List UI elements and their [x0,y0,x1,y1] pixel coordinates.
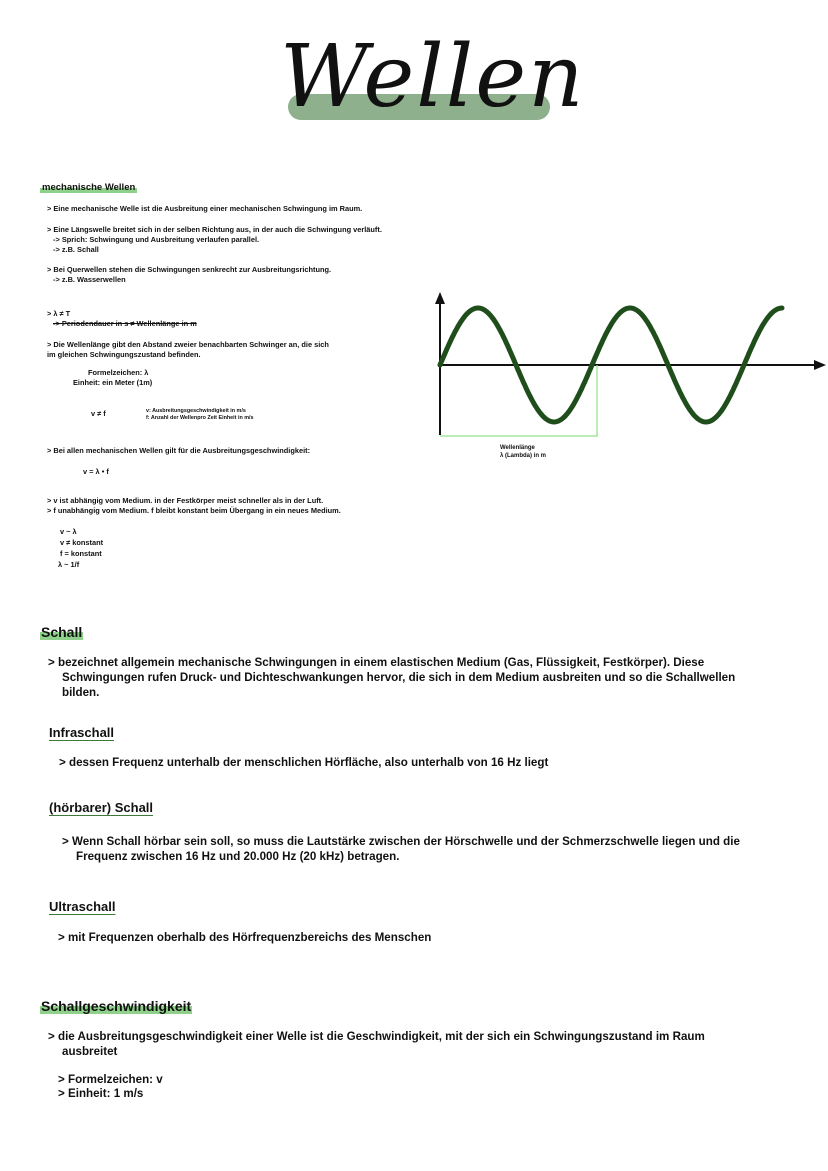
text-line: im gleichen Schwingungszustand befinden. [47,350,201,359]
formula-v-f: v ≠ f [91,409,106,418]
text-line: -> Sprich: Schwingung und Ausbreitung verlaufen parallel. [53,235,260,244]
text-line: Einheit: ein Meter (1m) [73,378,153,387]
text-line: > Eine mechanische Welle ist die Ausbreitung einer mechanischen Schwingung im Raum. [47,204,363,213]
title-block [280,22,586,132]
subheading-hoerbarer-schall: (hörbarer) Schall [49,800,154,815]
text-line: ausbreitet [62,1045,118,1058]
text-line: > f unabhängig vom Medium. f bleibt konstant beim Übergang in ein neues Medium. [47,506,341,515]
text-line: f: Anzahl der Wellenpro Zeit Einheit in m/s [146,415,254,421]
text-line: > Die Wellenlänge gibt den Abstand zweier benachbarten Schwinger an, die sich [47,340,329,349]
page-title: Wellen [280,27,586,127]
subheading-ultraschall: Ultraschall [49,899,116,914]
text-line: Frequenz zwischen 16 Hz und 20.000 Hz (20 kHz) betragen. [76,850,400,863]
text-line: -> z.B. Schall [53,245,99,254]
wave-diagram [432,290,828,440]
relation-line: v ~ λ [60,527,77,536]
text-line: > Eine Längswelle breitet sich in der selben Richtung aus, in der auch die Schwingung verläuft. [47,225,382,234]
text-line: > Bei Querwellen stehen die Schwingungen senkrecht zur Ausbreitungsrichtung. [47,265,332,274]
text-line: > λ ≠ T [47,309,71,318]
text-line: > dessen Frequenz unterhalb der menschlichen Hörfläche, also unterhalb von 16 Hz liegt [59,756,549,769]
relation-line: λ ~ 1/f [58,560,80,569]
text-line: > bezeichnet allgemein mechanische Schwingungen in einem elastischen Medium (Gas, Flüssigkeit, Festkörper). Diese [48,656,705,669]
text-line: > mit Frequenzen oberhalb des Hörfrequenzbereichs des Menschen [58,931,432,944]
text-line: Schwingungen rufen Druck- und Dichteschwankungen hervor, die sich in dem Medium ausbreiten und so die Schallwellen [62,671,736,684]
text-line: Formelzeichen: λ [88,368,149,377]
text-line: bilden. [62,686,100,699]
text-line: > Wenn Schall hörbar sein soll, so muss die Lautstärke zwischen der Hörschwelle und der Schmerzschwelle liegen und die [62,835,740,848]
text-line: -> Periodendauer in s ≠ Wellenlänge in m [53,319,197,328]
text-line: v: Ausbreitungsgeschwindigkeit in m/s [146,408,246,414]
text-line: > Einheit: 1 m/s [58,1087,144,1100]
section-heading-mechanische-wellen: mechanische Wellen [42,182,136,193]
diagram-caption: Wellenlänge [500,445,535,451]
subheading-infraschall: Infraschall [49,725,115,740]
text-line: > Bei allen mechanischen Wellen gilt für die Ausbreitungsgeschwindigkeit: [47,446,311,455]
x-axis-arrow-icon [814,360,826,370]
text-line: -> z.B. Wasserwellen [53,275,126,284]
diagram-caption: λ (Lambda) in m [500,453,547,459]
relation-line: v ≠ konstant [60,538,104,547]
y-axis-arrow-icon [435,292,445,304]
relation-line: f = konstant [60,549,102,558]
formula-main: v = λ • f [83,467,109,476]
section-heading-schallgeschwindigkeit: Schallgeschwindigkeit [41,998,192,1014]
section-heading-schall: Schall [41,624,83,640]
text-line: > die Ausbreitungsgeschwindigkeit einer Welle ist die Geschwindigkeit, mit der sich ein Schwingungszustand im Raum [48,1030,705,1043]
text-line: > Formelzeichen: v [58,1073,163,1086]
text-line: > v ist abhängig vom Medium. in der Festkörper meist schneller als in der Luft. [47,496,324,505]
